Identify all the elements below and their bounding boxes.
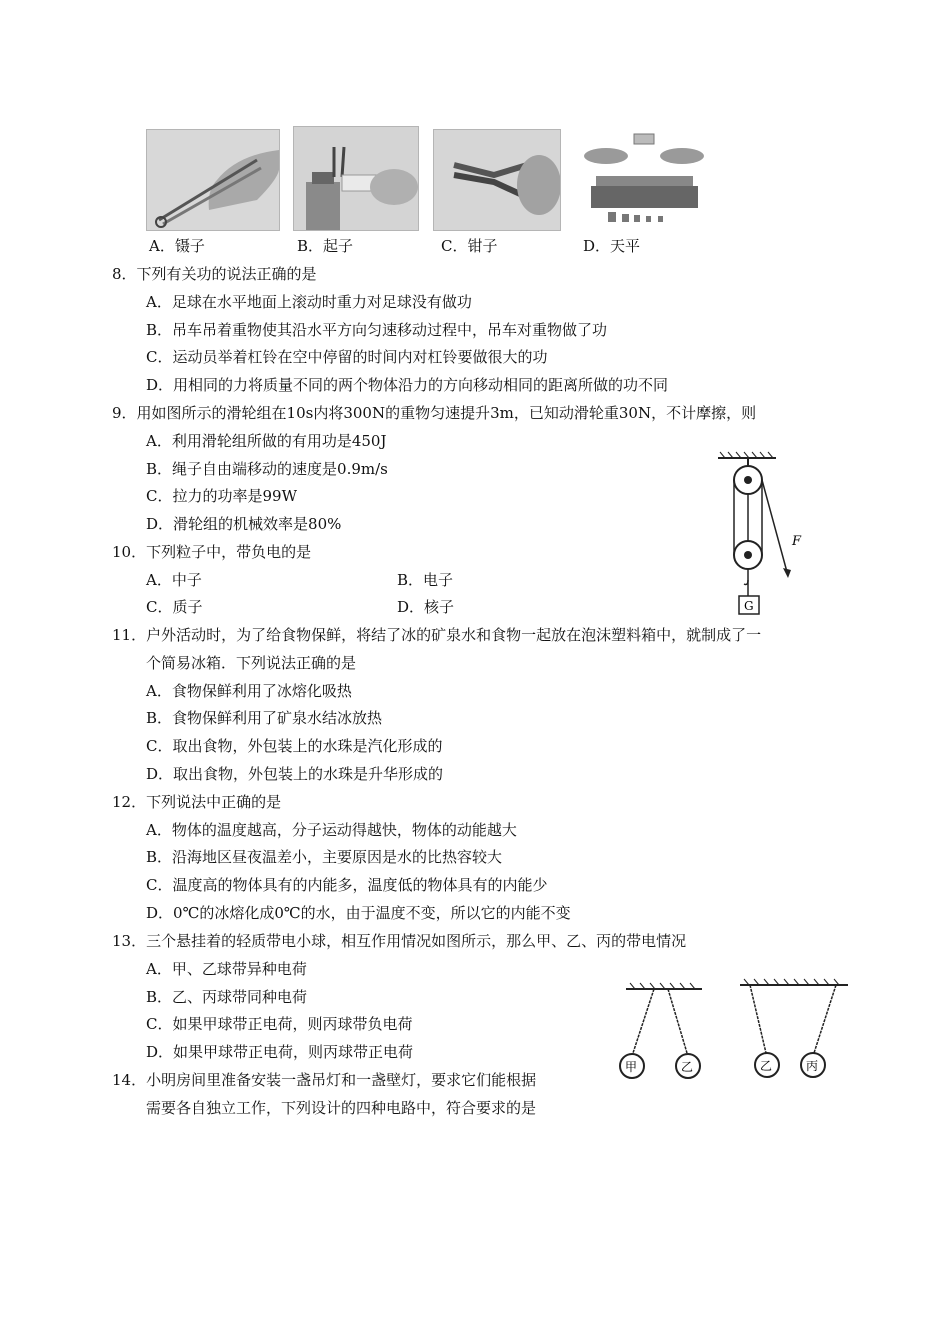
q9-option-d: D．滑轮组的机械效率是80%: [146, 515, 342, 533]
q8-option-d: D．用相同的力将质量不同的两个物体沿力的方向移动相同的距离所做的功不同: [146, 376, 669, 394]
q13-stem: 13．三个悬挂着的轻质带电小球，相互作用情况如图所示，那么甲、乙、丙的带电情况: [112, 932, 687, 950]
weight-label: G: [744, 599, 754, 613]
q10-stem: 10．下列粒子中，带负电的是: [112, 543, 312, 561]
force-label: F: [792, 534, 802, 549]
q11-option-a: A．食物保鲜利用了冰熔化吸热: [146, 682, 352, 700]
charged-balls-figure: [610, 975, 855, 1085]
q11-option-d: D．取出食物，外包装上的水珠是升华形成的: [146, 765, 444, 783]
q10-option-c: C．质子: [146, 598, 203, 616]
q9-option-c: C．拉力的功率是99W: [146, 487, 297, 505]
q8-option-b: B．吊车吊着重物使其沿水平方向匀速移动过程中，吊车对重物做了功: [146, 321, 608, 339]
q8-option-c: C．运动员举着杠铃在空中停留的时间内对杠铃要做很大的功: [146, 348, 548, 366]
opener-photo: [293, 126, 419, 231]
q14-stem-line2: 需要各自独立工作，下列设计的四种电路中，符合要求的是: [146, 1099, 537, 1117]
pliers-icon: [434, 130, 560, 230]
q12-option-b: B．沿海地区昼夜温差小，主要原因是水的比热容较大: [146, 848, 503, 866]
q11-stem-line2: 个简易冰箱．下列说法正确的是: [146, 654, 357, 672]
q13-option-c: C．如果甲球带正电荷，则丙球带负电荷: [146, 1015, 413, 1033]
tweezers-photo: [146, 129, 280, 231]
q11-stem-line1: 11．户外活动时，为了给食物保鲜，将结了冰的矿泉水和食物一起放在泡沫塑料箱中，就制成了一: [112, 626, 762, 644]
ball-jia-label: 甲: [625, 1060, 638, 1074]
q7-caption-b: B．起子: [297, 237, 354, 255]
q7-caption-a: A．镊子: [149, 237, 205, 255]
q8-option-a: A．足球在水平地面上滚动时重力对足球没有做功: [146, 293, 472, 311]
q14-stem-line1: 14．小明房间里准备安装一盏吊灯和一盏壁灯，要求它们能根据: [112, 1071, 537, 1089]
q10-option-b: B．电子: [397, 571, 454, 589]
q12-option-c: C．温度高的物体具有的内能多，温度低的物体具有的内能少: [146, 876, 548, 894]
q9-option-a: A．利用滑轮组所做的有用功是450J: [146, 432, 387, 450]
ball-yi-1-label: 乙: [681, 1060, 694, 1074]
q11-option-b: B．食物保鲜利用了矿泉水结冰放热: [146, 709, 383, 727]
tweezers-icon: [147, 130, 279, 230]
q8-stem: 8．下列有关功的说法正确的是: [112, 265, 317, 283]
ball-bing-label: 丙: [806, 1059, 819, 1073]
q12-stem: 12．下列说法中正确的是: [112, 793, 282, 811]
q7-caption-d: D．天平: [583, 237, 641, 255]
q10-option-d: D．核子: [397, 598, 455, 616]
q13-option-d: D．如果甲球带正电荷，则丙球带正电荷: [146, 1043, 414, 1061]
q13-option-b: B．乙、丙球带同种电荷: [146, 988, 308, 1006]
q11-option-c: C．取出食物，外包装上的水珠是汽化形成的: [146, 737, 443, 755]
pliers-photo: [433, 129, 561, 231]
ball-yi-2-label: 乙: [760, 1059, 773, 1073]
q7-caption-c: C．钳子: [441, 237, 498, 255]
pulley-figure: [712, 450, 812, 620]
q10-option-a: A．中子: [146, 571, 202, 589]
q12-option-d: D．0℃的冰熔化成0℃的水，由于温度不变，所以它的内能不变: [146, 904, 571, 922]
bottle-opener-icon: [294, 127, 418, 230]
balance-photo: [576, 126, 713, 229]
q12-option-a: A．物体的温度越高，分子运动得越快，物体的动能越大: [146, 821, 517, 839]
q13-option-a: A．甲、乙球带异种电荷: [146, 960, 307, 978]
balance-scale-icon: [576, 126, 713, 229]
q9-stem: 9．用如图所示的滑轮组在10s内将300N的重物匀速提升3m，已知动滑轮重30N，不计摩擦，则: [112, 404, 757, 422]
q9-option-b: B．绳子自由端移动的速度是0.9m/s: [146, 460, 388, 478]
